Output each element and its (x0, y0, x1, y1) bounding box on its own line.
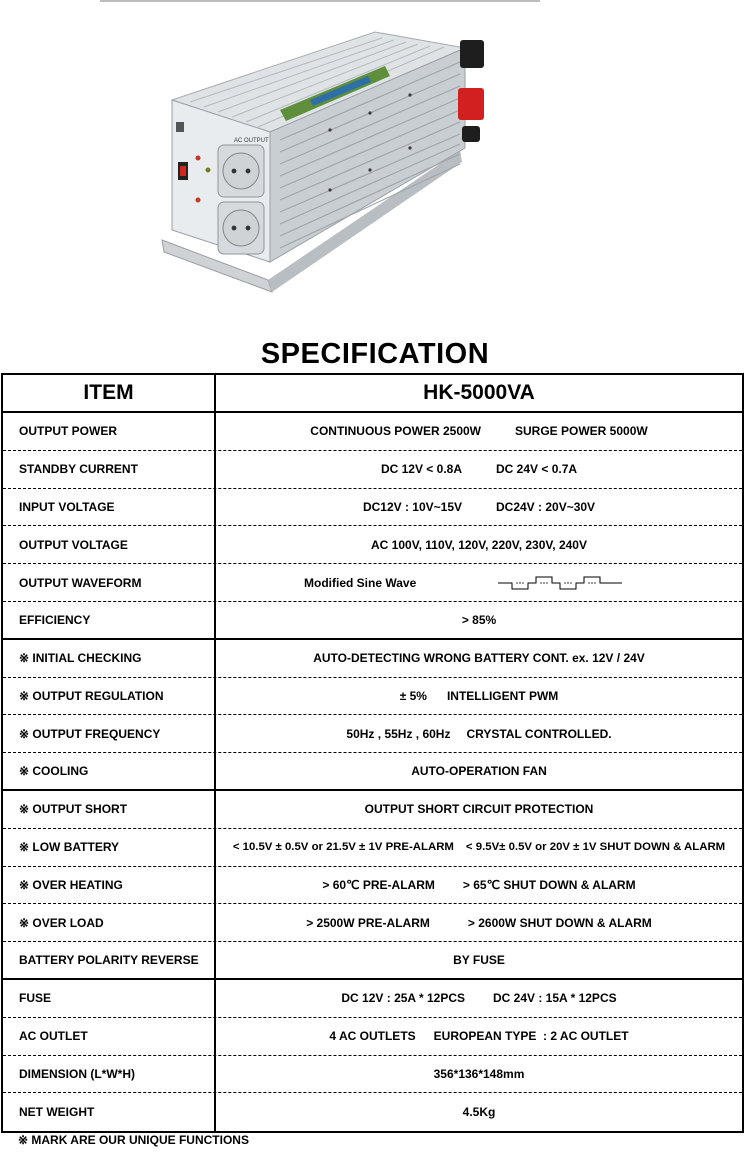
row-value: BY FUSE (453, 953, 505, 968)
table-row (3, 1093, 742, 1131)
table-row (3, 715, 742, 753)
row-value: > 85% (461, 612, 497, 627)
row-label: BATTERY POLARITY REVERSE (3, 942, 216, 978)
value-text: > 2500W PRE-ALARM (306, 915, 430, 930)
value-text: < 10.5V ± 0.5V or 21.5V ± 1V PRE-ALARM (232, 841, 454, 854)
row-value: AUTO-DETECTING WRONG BATTERY CONT. ex. 12V / 24V (313, 651, 645, 666)
value-text: CRYSTAL CONTROLLED. (466, 726, 612, 741)
row-label: INPUT VOLTAGE (3, 489, 216, 526)
value-text: DC 24V : 15A * 12PCS (493, 991, 617, 1006)
value-text: DC 24V < 0.7A (496, 462, 578, 477)
table-row (3, 753, 742, 791)
row-label: FUSE (3, 980, 216, 1017)
footnote: ※ MARK ARE OUR UNIQUE FUNCTIONS (18, 1133, 249, 1147)
row-label: NET WEIGHT (3, 1093, 216, 1131)
table-row (3, 1018, 742, 1056)
table-row (3, 904, 742, 942)
table-row (3, 640, 742, 678)
row-label: ※ OUTPUT FREQUENCY (3, 715, 216, 752)
value-text: DC12V : 10V~15V (362, 499, 462, 514)
row-value: 4.5Kg (462, 1105, 496, 1120)
value-text: DC 12V < 0.8A (380, 462, 462, 477)
row-value: 356*136*148mm (433, 1066, 525, 1081)
row-value: AC 100V, 110V, 120V, 220V, 230V, 240V (371, 537, 587, 552)
table-row (3, 451, 742, 489)
value-text: CONTINUOUS POWER 2500W (310, 424, 481, 439)
row-label: AC OUTLET (3, 1018, 216, 1055)
row-value: OUTPUT SHORT CIRCUIT PROTECTION (364, 802, 594, 817)
header-model: HK-5000VA (423, 381, 535, 404)
row-label: STANDBY CURRENT (3, 451, 216, 488)
value-text: > 2600W SHUT DOWN & ALARM (467, 915, 652, 930)
table-row (3, 489, 742, 527)
row-label: ※ OVER LOAD (3, 904, 216, 941)
row-value (216, 564, 742, 601)
row-value (216, 678, 742, 715)
row-value (216, 829, 742, 866)
table-row (3, 413, 742, 451)
row-value (216, 867, 742, 904)
header-item: ITEM (3, 375, 216, 411)
row-label: OUTPUT VOLTAGE (3, 526, 216, 563)
value-text: ± 5% (399, 688, 427, 703)
table-row (3, 829, 742, 867)
table-row (3, 526, 742, 564)
product-label-text: AC OUTPUT (234, 138, 269, 144)
row-label: OUTPUT WAVEFORM (3, 564, 216, 601)
table-row (3, 942, 742, 980)
value-text: 4 AC OUTLETS (329, 1029, 416, 1044)
table-row (3, 980, 742, 1018)
table-row (3, 602, 742, 640)
row-value: AUTO-OPERATION FAN (411, 764, 547, 779)
value-text: > 60℃ PRE-ALARM (322, 877, 435, 892)
value-text: < 9.5V± 0.5V or 20V ± 1V SHUT DOWN & ALARM (465, 841, 726, 854)
row-label: ※ LOW BATTERY (3, 829, 216, 866)
value-text: DC24V : 20V~30V (496, 499, 596, 514)
table-row (3, 1056, 742, 1094)
value-text: SURGE POWER 5000W (515, 424, 648, 439)
row-value (216, 904, 742, 941)
row-label: DIMENSION (L*W*H) (3, 1056, 216, 1093)
row-label: ※ OUTPUT REGULATION (3, 678, 216, 715)
row-value (216, 489, 742, 526)
table-row (3, 678, 742, 716)
value-text: 50Hz , 55Hz , 60Hz (346, 726, 451, 741)
table-row (3, 867, 742, 905)
row-label: EFFICIENCY (3, 602, 216, 638)
row-value (216, 413, 742, 450)
power-inverter-image (160, 30, 500, 300)
spec-table (1, 373, 744, 1133)
modified-sine-wave-icon (498, 573, 622, 593)
table-header (3, 375, 742, 413)
value-text: > 65℃ SHUT DOWN & ALARM (462, 877, 636, 892)
top-divider (100, 0, 540, 2)
page-title: SPECIFICATION (260, 338, 490, 370)
row-label: ※ COOLING (3, 753, 216, 789)
row-value (216, 715, 742, 752)
table-row (3, 564, 742, 602)
row-value (216, 1018, 742, 1055)
value-text: INTELLIGENT PWM (446, 688, 559, 703)
row-label: ※ OUTPUT SHORT (3, 791, 216, 828)
row-value (216, 980, 742, 1017)
row-label: ※ OVER HEATING (3, 867, 216, 904)
row-value (216, 451, 742, 488)
value-text: Modified Sine Wave (304, 575, 417, 590)
row-label: ※ INITIAL CHECKING (3, 640, 216, 677)
value-text: DC 12V : 25A * 12PCS (341, 991, 465, 1006)
value-text: EUROPEAN TYPE : 2 AC OUTLET (433, 1029, 629, 1044)
table-row (3, 791, 742, 829)
row-label: OUTPUT POWER (3, 413, 216, 450)
